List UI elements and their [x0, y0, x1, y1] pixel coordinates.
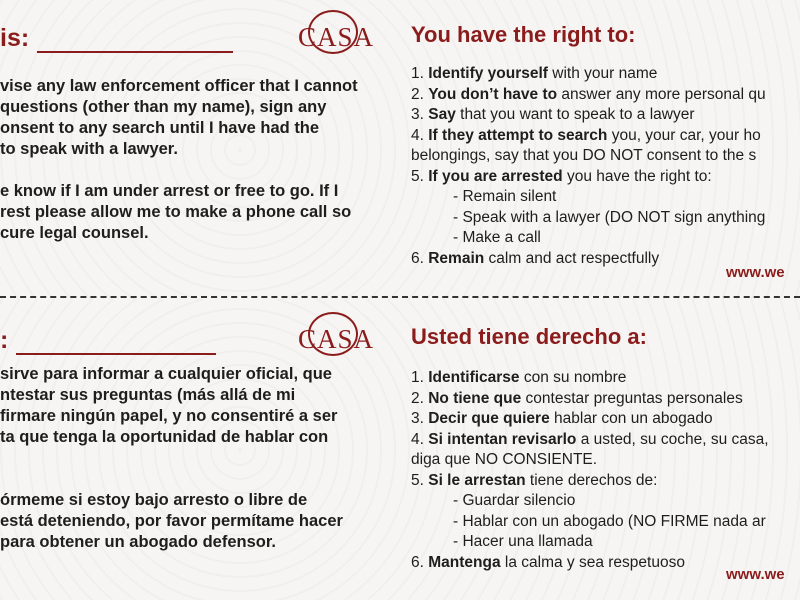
- rights-list-item: [411, 450, 769, 471]
- left-statement: [0, 76, 358, 244]
- item-emphasis: Identify yourself: [428, 65, 548, 82]
- logo-text: CASA: [298, 324, 375, 354]
- item-text: diga que NO CONSIENTE.: [411, 451, 598, 468]
- rights-list-item: [411, 471, 769, 492]
- rights-list-item: [411, 532, 769, 553]
- item-number: 6.: [411, 553, 429, 571]
- item-emphasis: Remain: [428, 249, 485, 267]
- name-field-label: :: [0, 326, 216, 355]
- item-emphasis: Say: [428, 106, 456, 123]
- item-text: - Remain silent: [453, 188, 557, 205]
- name-blank-line: [16, 331, 216, 355]
- statement-line: ntestar sus preguntas (más allá de mi: [0, 386, 296, 404]
- statement-line: e know if I am under arrest or free to go. If I: [0, 182, 339, 200]
- item-text: with your name: [547, 65, 658, 82]
- statement-line: para obtener un abogado defensor.: [0, 533, 276, 551]
- item-emphasis: You don’t have to: [428, 85, 558, 103]
- rights-list-item: [411, 85, 766, 106]
- item-text: - Hablar con un abogado (NO FIRME nada ar: [453, 512, 766, 530]
- rights-list-item: [411, 167, 766, 188]
- rights-heading: Usted tiene derecho a:: [411, 324, 647, 349]
- statement-line: firmare ningún papel, y no consentiré a ser: [0, 407, 338, 425]
- rights-list-item: [411, 512, 769, 533]
- item-text: contestar preguntas personales: [521, 389, 743, 407]
- statement-line: órmeme si estoy bajo arresto o libre de: [0, 491, 308, 509]
- item-text: tiene derechos de:: [525, 471, 658, 489]
- item-number: 3.: [411, 410, 429, 427]
- item-number: 3.: [411, 106, 429, 123]
- item-text: a usted, su coche, su casa,: [576, 430, 769, 448]
- statement-line: cure legal counsel.: [0, 224, 149, 242]
- item-emphasis: Si intentan revisarlo: [428, 430, 577, 448]
- statement-line: sirve para informar a cualquier oficial, que: [0, 365, 332, 383]
- item-number: 2.: [411, 85, 429, 103]
- rights-list: [411, 64, 766, 269]
- item-text: calm and act respectfully: [484, 249, 660, 267]
- statement-line: vise any law enforcement officer that I cannot: [0, 77, 358, 95]
- left-statement: [0, 364, 343, 553]
- item-number: 4.: [411, 126, 429, 144]
- item-text: you, your car, your ho: [607, 126, 761, 144]
- item-text: hablar con un abogado: [549, 410, 713, 427]
- statement-line: ta que tenga la oportunidad de hablar con: [0, 428, 329, 446]
- website-text: www.we: [726, 566, 785, 583]
- statement-line: questions (other than my name), sign any: [0, 98, 327, 116]
- casa-logo: [298, 312, 375, 360]
- item-text: answer any more personal qu: [557, 85, 766, 103]
- rights-list-item: [411, 249, 766, 270]
- rights-list-item: [411, 187, 766, 208]
- item-number: 1.: [411, 369, 429, 386]
- statement-line: to speak with a lawyer.: [0, 140, 178, 158]
- statement-line: rest please allow me to make a phone call so: [0, 203, 352, 221]
- item-text: - Hacer una llamada: [453, 533, 593, 550]
- item-emphasis: Si le arrestan: [428, 471, 526, 489]
- item-number: 1.: [411, 65, 429, 82]
- item-emphasis: Decir que quiere: [428, 410, 550, 427]
- spanish-card: [0, 300, 800, 600]
- statement-line: [0, 469, 343, 490]
- rights-list-item: [411, 389, 769, 410]
- item-number: 4.: [411, 430, 429, 448]
- logo-text: CASA: [298, 22, 375, 52]
- item-text: la calma y sea respetuoso: [500, 553, 685, 571]
- rights-list-item: [411, 228, 766, 249]
- statement-line: [0, 448, 343, 469]
- item-text: that you want to speak to a lawyer: [455, 106, 695, 123]
- rights-list-item: [411, 126, 766, 147]
- item-text: - Speak with a lawyer (DO NOT sign anything: [453, 208, 766, 226]
- item-text: - Guardar silencio: [453, 492, 576, 509]
- item-emphasis: If they attempt to search: [428, 126, 608, 144]
- item-text: - Make a call: [453, 229, 541, 246]
- name-field-label: is:: [0, 24, 233, 53]
- rights-heading: You have the right to:: [411, 22, 636, 47]
- statement-line: está deteniendo, por favor permítame hacer: [0, 512, 343, 530]
- item-number: 6.: [411, 249, 429, 267]
- rights-list-item: [411, 553, 769, 574]
- website-text: www.we: [726, 264, 785, 281]
- rights-list: [411, 368, 769, 573]
- item-text: belongings, say that you DO NOT consent to the s: [411, 147, 757, 164]
- item-number: 5.: [411, 167, 429, 185]
- rights-list-item: [411, 409, 769, 430]
- rights-list-item: [411, 208, 766, 229]
- name-blank-line: [37, 29, 233, 53]
- cut-line-divider: [0, 296, 800, 298]
- rights-list-item: [411, 430, 769, 451]
- rights-list-item: [411, 146, 766, 167]
- rights-list-item: [411, 64, 766, 85]
- item-emphasis: No tiene que: [428, 389, 522, 407]
- item-number: 2.: [411, 389, 429, 407]
- item-emphasis: Identificarse: [428, 369, 520, 386]
- item-text: you have the right to:: [562, 167, 712, 185]
- statement-line: onsent to any search until I have had the: [0, 119, 320, 137]
- item-number: 5.: [411, 471, 429, 489]
- item-emphasis: Mantenga: [428, 553, 501, 571]
- statement-line: [0, 160, 358, 181]
- rights-list-item: [411, 491, 769, 512]
- item-text: con su nombre: [519, 369, 627, 386]
- item-emphasis: If you are arrested: [428, 167, 563, 185]
- casa-logo: [298, 10, 375, 58]
- rights-list-item: [411, 368, 769, 389]
- rights-list-item: [411, 105, 766, 126]
